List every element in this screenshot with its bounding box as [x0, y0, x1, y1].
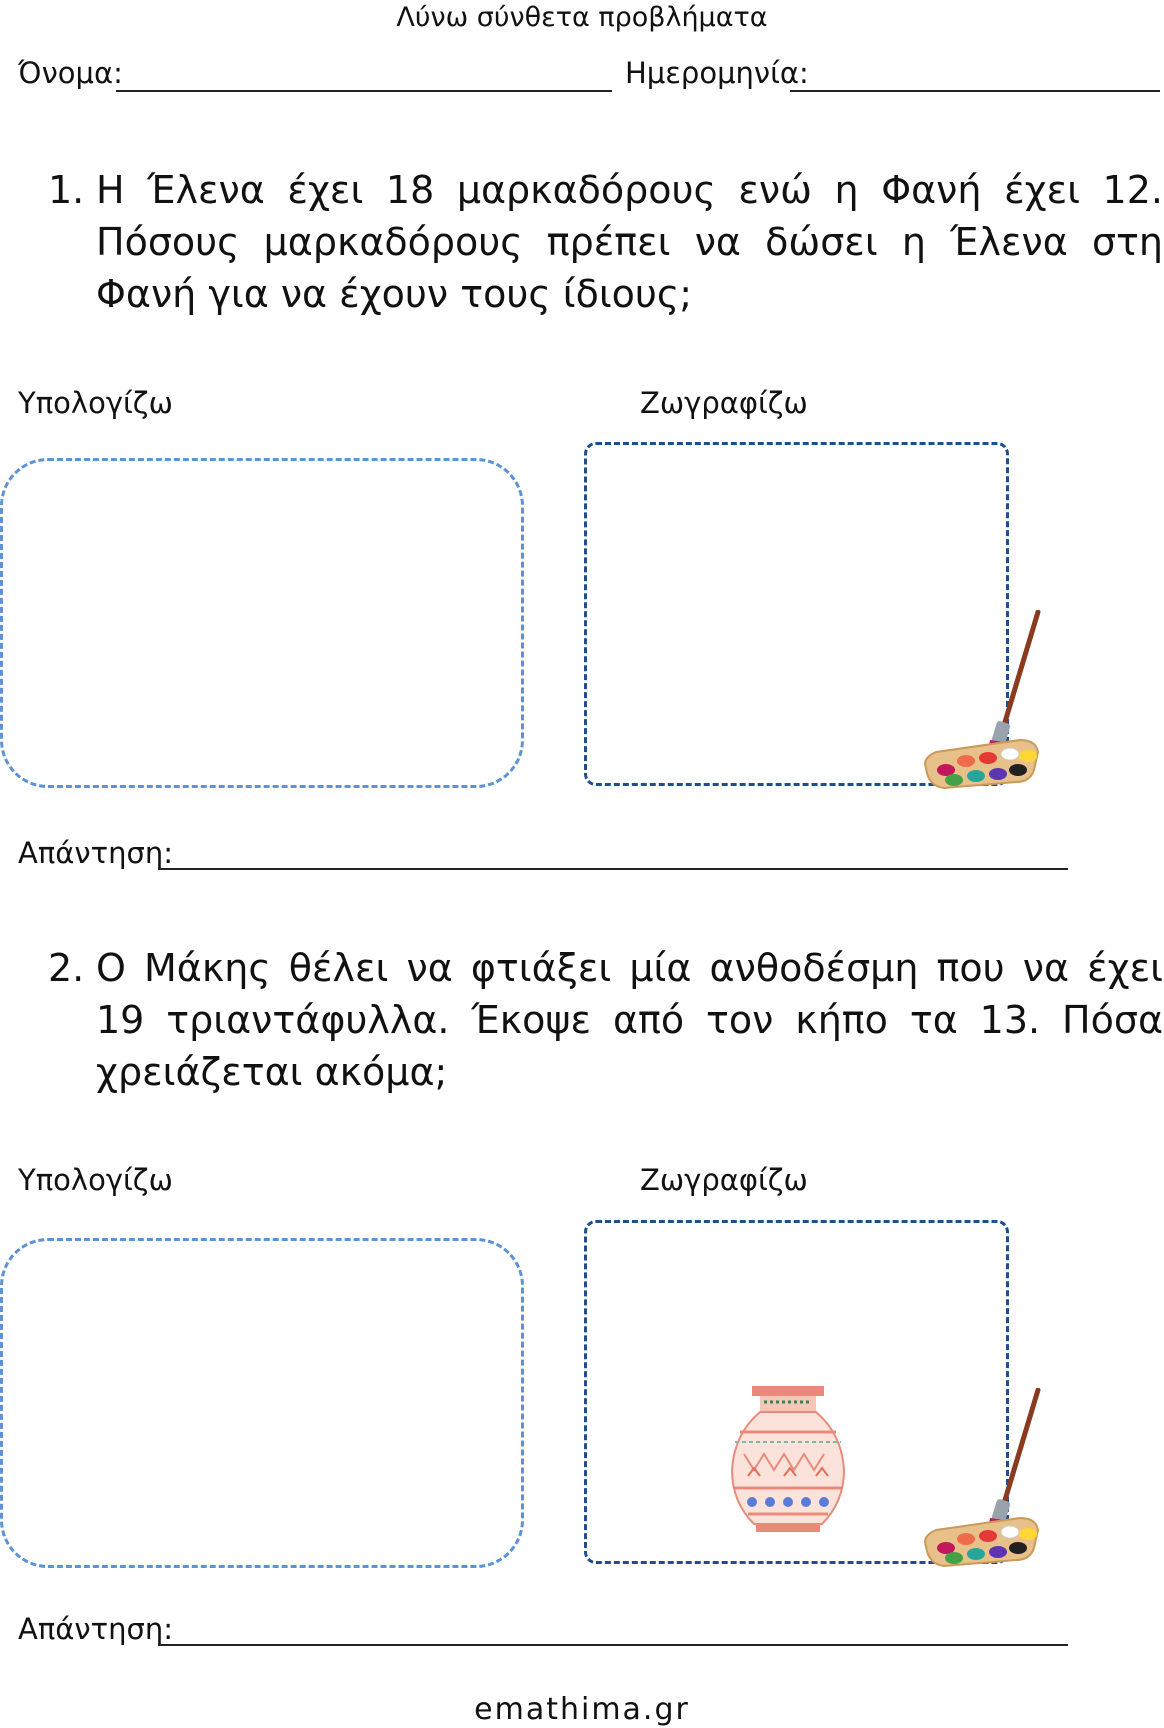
- date-line[interactable]: [790, 90, 1160, 92]
- answer-label: Απάντηση:: [18, 1612, 173, 1646]
- problem-text: Η Έλενα έχει 18 μαρκαδόρους ενώ η Φανή έχει 12. Πόσους μαρκαδόρους πρέπει να δώσει η Έλενα στη Φανή για να έχουν τους ίδιους;: [96, 168, 1163, 316]
- calculation-area[interactable]: [0, 458, 524, 788]
- name-line[interactable]: [116, 90, 612, 92]
- problem-number: 1.: [48, 168, 85, 212]
- date-label: Ημερομηνία:: [625, 56, 809, 90]
- footer-site: emathima.gr: [474, 1692, 690, 1727]
- calculation-area[interactable]: [0, 1238, 524, 1568]
- calc-label: Υπολογίζω: [18, 386, 173, 420]
- greek-vase-icon: [726, 1384, 850, 1536]
- paint-palette-icon: [920, 1388, 1042, 1570]
- paint-palette-icon: [920, 610, 1042, 792]
- answer-line[interactable]: [158, 868, 1068, 870]
- problem-number: 2.: [48, 946, 85, 990]
- draw-label: Ζωγραφίζω: [640, 386, 808, 420]
- problem-text: Ο Μάκης θέλει να φτιάξει μία ανθοδέσμη που να έχει 19 τριαντάφυλλα. Έκοψε από τον κήπο τα 13. Πόσα χρειάζεται ακόμα;: [96, 946, 1163, 1094]
- draw-label: Ζωγραφίζω: [640, 1163, 808, 1197]
- problem-1: [48, 164, 1163, 324]
- calc-label: Υπολογίζω: [18, 1163, 173, 1197]
- page-title: Λύνω σύνθετα προβλήματα: [396, 2, 768, 33]
- name-label: Όνομα:: [18, 56, 123, 90]
- answer-line[interactable]: [158, 1644, 1068, 1646]
- answer-label: Απάντηση:: [18, 836, 173, 870]
- problem-2: [48, 942, 1163, 1102]
